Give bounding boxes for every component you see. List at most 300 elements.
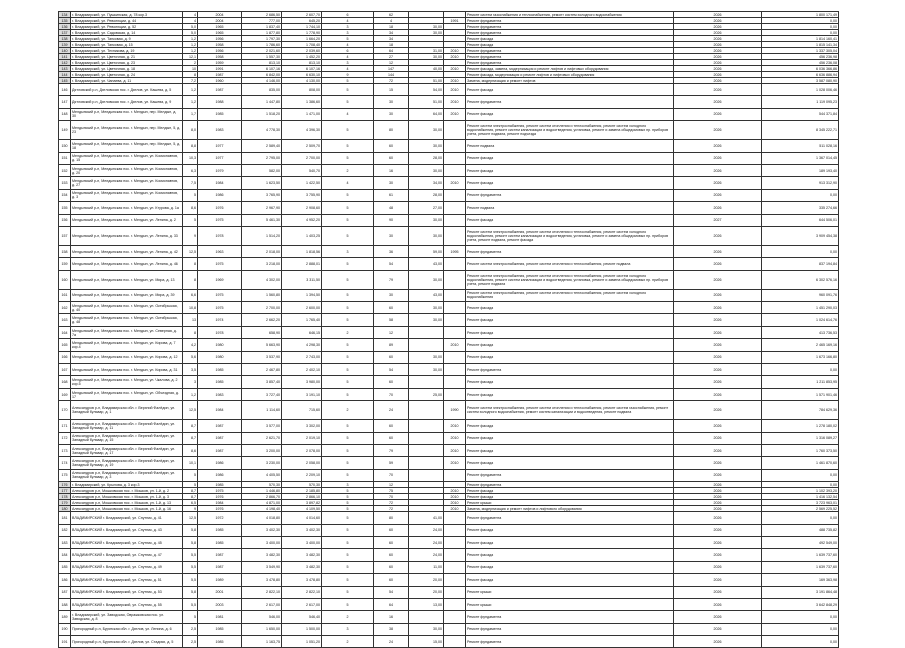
living-area-cell: 3 311,50 [282,270,322,289]
works-cell: Ремонт фасада [466,84,674,96]
cost-cell: 492 549,00 [762,536,839,548]
floors-cell: 4 [322,18,374,24]
address-cell: Мелдынский р-н, Мелдынская пос. г. Мелдын, ул. Кирова, д. 7 кор.4 [71,339,183,351]
total-area-cell: 3 478,80 [242,574,282,586]
works-cell: Ремонт систем электроснабжения, ремонт систем отопления и теплоснабжения, ремонт систем холодного водоснабжения, ремонт систем канализации и водоотведения, установка, ремонт и замена общедомовых пр. приборов учета, ремонт подвала, ремонт подъезда [466,121,674,140]
build-year-cell: 1988 [198,96,242,108]
table-row [59,152,839,164]
build-year-cell: 1956 [198,48,242,54]
floors-cell: 5 [322,189,374,201]
wear-cell: 8 [183,72,198,78]
build-year-cell: 1975 [198,258,242,270]
works-cell: Ремонт фундамента [466,189,674,201]
address-cell: г. Владимирский, ул. Цветочная, д. 18 [71,66,183,72]
build-year-cell: 1984 [198,500,242,506]
wear-cell: 2 [183,60,198,66]
residents-cell: 30 [374,289,409,301]
wear-cell: 8,7 [183,488,198,494]
repair-year-cell [444,611,466,623]
total-area-cell: 3 400,00 [242,536,282,548]
total-area-cell: 546,00 [242,611,282,623]
total-area-cell: 6 842,00 [242,72,282,78]
wear-cell: 3,5 [183,364,198,376]
address-cell: Мелдынский р-н, Мелдынская пос. г. Мелдын, ул. Космонавтов, д. 27 [71,177,183,189]
build-year-cell: 1985 [198,536,242,548]
living-area-cell: 2 509,70 [282,140,322,152]
row-number: 163 [59,314,71,326]
living-area-cell: 2 019,10 [282,432,322,444]
depreciation-cell [409,444,444,456]
address-cell: ВЛАДИМИРСКИЙ г. Владимирский, ул. Спутник, д. 47 [71,549,183,561]
plan-year-cell: 2026 [674,326,762,338]
floors-cell: 5 [322,574,374,586]
address-cell: Мелдынский р-н, Мелдынская пос. г. Мелдын, ул. Ленина, д. 42 [71,245,183,257]
row-number: 160 [59,270,71,289]
total-area-cell: 2 967,90 [242,202,282,214]
living-area-cell: 2 209,10 [282,469,322,481]
build-year-cell: 1985 [198,636,242,648]
total-area-cell: 3 765,90 [242,189,282,201]
wear-cell: 5,5 [183,574,198,586]
wear-cell: 13 [183,314,198,326]
table-body [59,12,839,648]
repair-year-cell: 2010 [444,444,466,456]
address-cell: Мелдынский р-н, Мелдынская пос. г. Мелдын, ул. Мира, д. 13 [71,270,183,289]
total-area-cell: 5 663,90 [242,339,282,351]
plan-year-cell: 2026 [674,48,762,54]
living-area-cell: 2 822,10 [282,586,322,598]
floors-cell: 2 [322,164,374,176]
living-area-cell: 1 394,50 [282,289,322,301]
build-year-cell: 1975 [198,488,242,494]
table-row [59,289,839,301]
address-cell: Мелдынский р-н, Мелдынская пос. г. Мелдын, ул. Октябрьская, д. 48 [71,314,183,326]
row-number: 176 [59,482,71,488]
cost-cell: 169 363,98 [762,574,839,586]
build-year-cell: 1989 [198,574,242,586]
total-area-cell: 658,90 [242,326,282,338]
build-year-cell: 1985 [198,524,242,536]
build-year-cell: 1987 [198,420,242,432]
living-area-cell: 4 952,20 [282,214,322,226]
plan-year-cell: 2026 [674,401,762,420]
wear-cell: 10,3 [183,152,198,164]
residents-cell: 12 [374,482,409,488]
wear-cell: 10 [183,66,198,72]
total-area-cell: 3 549,90 [242,561,282,573]
works-cell: Ремонт фундамента [466,48,674,54]
floors-cell: 3 [322,24,374,30]
total-area-cell: 2 621,70 [242,432,282,444]
row-number: 152 [59,164,71,176]
plan-year-cell: 2026 [674,78,762,84]
residents-cell: 89 [374,339,409,351]
plan-year-cell: 2026 [674,314,762,326]
repair-year-cell [444,364,466,376]
total-area-cell: 777,00 [242,18,282,24]
works-cell: Ремонт фасада, модернизация и ремонт лифтов и лифтовых оборудования [466,72,674,78]
cost-cell: 2 465 169,16 [762,339,839,351]
cost-cell: 1 760 373,50 [762,444,839,456]
wear-cell: 5,8 [183,524,198,536]
works-cell: Ремонт систем электроснабжения, ремонт систем отопления и теплоснабжения, ремонт систем холодного водоснабжения, ремонт систем канализации и водоотведения, установка, ремонт и замена общедомовых пр. приборов учета, ремонт подвала, ремонт фасада [466,226,674,245]
build-year-cell: 1978 [198,326,242,338]
row-number: 183 [59,536,71,548]
living-area-cell: 2 600,00 [282,302,322,314]
works-cell: Ремонт фундамента [466,636,674,648]
build-year-cell: 1987 [198,72,242,78]
total-area-cell: 2 021,60 [242,48,282,54]
residents-cell: 4 [374,18,409,24]
total-area-cell: 4 302,00 [242,270,282,289]
living-area-cell: 3 191,10 [282,388,322,400]
works-cell: Ремонт фасада [466,388,674,400]
living-area-cell: 1 422,50 [282,177,322,189]
cost-cell: 3 191 864,48 [762,586,839,598]
cost-cell: 1 814 160,41 [762,36,839,42]
address-cell: ВЛАДИМИРСКИЙ г. Владимирский, ул. Спутник, д. 53 [71,586,183,598]
address-cell: Мелдынский р-н, Мелдынская пос. г. Мелдын, ул. Чкалова, д. 2 кор.5 [71,376,183,388]
cost-cell: 0,00 [762,512,839,524]
cost-cell: 1 102 393,20 [762,488,839,494]
plan-year-cell: 2026 [674,60,762,66]
build-year-cell: 1983 [198,121,242,140]
row-number: 151 [59,152,71,164]
address-cell: г. Владимирский, ул. Революции, д. 44 [71,18,183,24]
row-number: 189 [59,611,71,623]
plan-year-cell: 2026 [674,376,762,388]
works-cell: Ремонт фасада [466,488,674,494]
residents-cell: 24 [374,401,409,420]
residents-cell: 144 [374,72,409,78]
floors-cell: 4 [322,42,374,48]
repair-year-cell [444,121,466,140]
table-row [59,326,839,338]
floors-cell: 5 [322,140,374,152]
repair-year-cell: 2010 [444,506,466,512]
total-area-cell: 5 461,30 [242,214,282,226]
depreciation-cell [409,326,444,338]
plan-year-cell: 2026 [674,364,762,376]
residents-cell: 38 [374,623,409,635]
wear-cell: 6,3 [183,164,198,176]
table-row [59,302,839,314]
total-area-cell: 3 200,00 [242,444,282,456]
floors-cell: 2 [322,326,374,338]
floors-cell: 5 [322,432,374,444]
wear-cell: 8,7 [183,432,198,444]
address-cell: Мелдынский р-н, Мелдынская пос. г. Мелдын, ул. Кирова, д. 12 [71,351,183,363]
repair-year-cell [444,524,466,536]
works-cell: Ремонт фасада [466,164,674,176]
build-year-cell: 1981 [198,611,242,623]
plan-year-cell: 2026 [674,302,762,314]
repair-year-cell: 2010 [444,78,466,84]
cost-cell: 6 036 366,86 [762,66,839,72]
address-cell: Дятловский р-н, Дятловская пос. г. Дятлов, ул. Кашева, д. 5 [71,84,183,96]
cost-cell: 1 028 006,46 [762,84,839,96]
floors-cell: 5 [322,202,374,214]
wear-cell: 2,5 [183,623,198,635]
floors-cell: 5 [322,36,374,42]
plan-year-cell: 2026 [674,444,762,456]
living-area-cell: 3 897,82 [282,500,322,506]
repair-year-cell: 1990 [444,401,466,420]
row-number: 156 [59,214,71,226]
plan-year-cell: 2026 [674,482,762,488]
residents-cell: 60 [374,152,409,164]
floors-cell: 5 [322,289,374,301]
table-row [59,586,839,598]
residents-cell: 59 [374,457,409,469]
repair-year-cell [444,226,466,245]
residents-cell: 80 [374,121,409,140]
total-area-cell: 1 163,75 [242,636,282,648]
table-row [59,524,839,536]
table-row [59,598,839,610]
repair-year-cell: 2010 [444,48,466,54]
works-cell: Ремонт фундамента [466,54,674,60]
repair-year-cell [444,270,466,289]
repair-year-cell [444,314,466,326]
plan-year-cell: 2026 [674,245,762,257]
repair-year-cell [444,549,466,561]
address-cell: Пригородный р-н, Бурятская обл. г. Дятлов, ул. Ленина, д. 6 [71,623,183,635]
wear-cell: 1,7 [183,108,198,120]
table-row [59,623,839,635]
plan-year-cell: 2026 [674,586,762,598]
floors-cell: 5 [322,376,374,388]
works-cell: Ремонт фасада [466,314,674,326]
depreciation-cell: 30,00 [409,314,444,326]
repair-year-cell [444,598,466,610]
address-cell: г. Владимирский, ул. Революции, д. 52 [71,24,183,30]
wear-cell: 8,8 [183,140,198,152]
cost-cell: 0,00 [762,245,839,257]
total-area-cell: 2 686,50 [242,12,282,18]
row-number: 136 [59,24,71,30]
row-number: 161 [59,289,71,301]
total-area-cell: 1 786,60 [242,42,282,48]
plan-year-cell: 2026 [674,512,762,524]
residents-cell: 36 [374,245,409,257]
wear-cell: 5,8 [183,536,198,548]
works-cell: Ремонт фасада [466,524,674,536]
row-number: 134 [59,12,71,18]
total-area-cell: 1 877,80 [242,30,282,36]
living-area-cell: 2 908,60 [282,202,322,214]
depreciation-cell [409,469,444,481]
plan-year-cell: 2026 [674,488,762,494]
total-area-cell: 2 018,00 [242,245,282,257]
wear-cell: 5,0 [183,24,198,30]
table-row [59,536,839,548]
residents-cell: 12 [374,326,409,338]
table-row [59,314,839,326]
address-cell: г. Владимирский, ул. Танковая, д. 9 [71,36,183,42]
repair-year-cell [444,164,466,176]
depreciation-cell: 43,00 [409,289,444,301]
residents-cell: 34 [374,30,409,36]
plan-year-cell: 2026 [674,42,762,48]
total-area-cell: 3 402,30 [242,524,282,536]
build-year-cell: 1979 [198,164,242,176]
row-number: 168 [59,376,71,388]
works-cell: Ремонт систем электроснабжения, ремонт систем отопления и теплоснабжения, ремонт систем холодного водоснабжения, ремонт систем канализации и водоотведения, установка, ремонт и замена общедомовых пр. приборов учета, ремонт подвала [466,270,674,289]
living-area-cell: 646,15 [282,326,322,338]
repair-year-cell: 2010 [444,54,466,60]
build-year-cell: 1984 [198,401,242,420]
wear-cell: 1,2 [183,48,198,54]
works-cell: Ремонт фасада [466,494,674,500]
row-number: 137 [59,30,71,36]
total-area-cell: 1 447,80 [242,96,282,108]
row-number: 141 [59,54,71,60]
address-cell: Мелдынский р-н, Мелдынская пос. г. Мелдын, пер. Мелдын, 5, д. 18 [71,140,183,152]
floors-cell: 5 [322,270,374,289]
repair-year-cell: 2010 [444,420,466,432]
floors-cell: 5 [322,339,374,351]
floors-cell: 5 [322,302,374,314]
plan-year-cell: 2027 [674,214,762,226]
cost-cell: 0,00 [762,189,839,201]
plan-year-cell: 2026 [674,96,762,108]
plan-year-cell: 2026 [674,506,762,512]
build-year-cell: 1975 [198,289,242,301]
cost-cell: 1 416 132,54 [762,494,839,500]
depreciation-cell: 30,00 [409,164,444,176]
address-cell: Пригородный р-н, Бурятская обл. г. Дятлов, ул. Стадиях, д. 5 [71,636,183,648]
floors-cell: 5 [322,598,374,610]
address-cell: г. Владимирский, ул. Цветочная, д. 24 [71,72,183,78]
plan-year-cell: 2026 [674,152,762,164]
row-number: 171 [59,420,71,432]
cost-cell: 456 236,98 [762,54,839,60]
build-year-cell: 1987 [198,561,242,573]
plan-year-cell: 2026 [674,202,762,214]
build-year-cell: 1974 [198,314,242,326]
living-area-cell: 1 500,00 [282,623,322,635]
floors-cell: 5 [322,84,374,96]
build-year-cell: 1975 [198,214,242,226]
build-year-cell: 1986 [198,469,242,481]
depreciation-cell: 24,00 [409,524,444,536]
living-area-cell: 1 744,10 [282,24,322,30]
build-year-cell: 1985 [198,376,242,388]
address-cell: ВЛАДИМИРСКИЙ г. Владимирский, ул. Спутник, д. 49 [71,561,183,573]
depreciation-cell: 24,00 [409,549,444,561]
address-cell: г. Владимирский, ул. Цветочная, д. 21 [71,54,183,60]
works-cell: Ремонт крыши [466,598,674,610]
cost-cell: 1 461 870,60 [762,457,839,469]
total-area-cell: 4 405,50 [242,469,282,481]
works-cell: Ремонт систем электроснабжения, ремонт систем отопления и теплоснабжения, ремонт систем газоснабжения, ремонт систем холодного водоснабжения, ремонт систем канализации и водоотведения, ремонт подвала [466,401,674,420]
address-cell: Мелдынский р-н, Мелдынская пос. г. Мелдын, ул. Космонавтов, д. 20 [71,164,183,176]
wear-cell: 1,2 [183,36,198,42]
address-cell: Александров р-н, Мошковская пос. г. Мошков, ул. 1-й, д. 2 [71,488,183,494]
total-area-cell: 4 146,00 [242,78,282,84]
plan-year-cell: 2026 [674,24,762,30]
floors-cell: 3 [322,623,374,635]
works-cell: Ремонт фасада [466,444,674,456]
plan-year-cell: 2026 [674,140,762,152]
repair-year-cell: 2010 [444,488,466,494]
depreciation-cell [409,432,444,444]
table-row [59,226,839,245]
floors-cell: 4 [322,54,374,60]
build-year-cell: 1976 [198,494,242,500]
living-area-cell: 4 014,60 [282,512,322,524]
total-area-cell: 4 871,00 [242,500,282,506]
table-row [59,121,839,140]
living-area-cell: 1 765,40 [282,314,322,326]
residents-cell: 58 [374,314,409,326]
residents-cell: 79 [374,444,409,456]
depreciation-cell: 30,00 [409,214,444,226]
build-year-cell: 1977 [198,140,242,152]
wear-cell: 10,8 [183,302,198,314]
total-area-cell: 1 114,60 [242,401,282,420]
wear-cell: 2,5 [183,636,198,648]
floors-cell: 5 [322,549,374,561]
depreciation-cell: 28,00 [409,152,444,164]
living-area-cell: 2 058,00 [282,457,322,469]
residents-cell: 27 [374,54,409,60]
works-cell: Ремонт фундамента [466,245,674,257]
row-number: 135 [59,18,71,24]
cost-cell: 644 506,01 [762,214,839,226]
build-year-cell: 1969 [198,270,242,289]
cost-cell: 2 569 225,52 [762,506,839,512]
living-area-cell: 3 980,00 [282,376,322,388]
works-cell: Ремонт фасада [466,351,674,363]
wear-cell: 8,6 [183,202,198,214]
wear-cell: 9 [183,506,198,512]
row-number: 140 [59,48,71,54]
plan-year-cell: 2026 [674,536,762,548]
build-year-cell: 1958 [198,42,242,48]
build-year-cell: 1965 [198,30,242,36]
residents-cell: 72 [374,506,409,512]
row-number: 139 [59,42,71,48]
depreciation-cell: 64,00 [409,108,444,120]
table-row [59,164,839,176]
table-row [59,376,839,388]
living-area-cell: 2 866,10 [282,494,322,500]
floors-cell: 5 [322,214,374,226]
build-year-cell: 1987 [198,432,242,444]
address-cell: Мелдынский р-н, Мелдынская пос. г. Мелдын, ул. Кирова, д. 31 [71,364,183,376]
works-cell: Ремонт фасада [466,561,674,573]
address-cell: Мелдынский р-н, Мелдынская пос. г. Мелдын, ул. Объездная, д. 17 [71,388,183,400]
repair-year-cell [444,388,466,400]
total-area-cell: 3 230,00 [242,457,282,469]
floors-cell: 5 [322,500,374,506]
address-cell: ВЛАДИМИРСКИЙ г. Владимирский, ул. Спутник, д. 43 [71,524,183,536]
address-cell: Александров р-н, Мошковская пос. г. Мошков, ул. 1-й, д. 3 [71,494,183,500]
address-cell: Мелдынский р-н, Мелдынская пос. г. Мелдын, пер. Мелдын, д. 30 [71,108,183,120]
plan-year-cell: 2026 [674,469,762,481]
residents-cell: 16 [374,611,409,623]
table-row [59,339,839,351]
works-cell: Ремонт фасада, замена, модернизация и ремонт лифтов и лифтовых оборудования [466,66,674,72]
cost-cell: 335 274,66 [762,202,839,214]
residents-cell: 70 [374,469,409,481]
floors-cell: 5 [322,494,374,500]
row-number: 170 [59,401,71,420]
living-area-cell: 540,70 [282,164,322,176]
floors-cell: 2 [322,611,374,623]
